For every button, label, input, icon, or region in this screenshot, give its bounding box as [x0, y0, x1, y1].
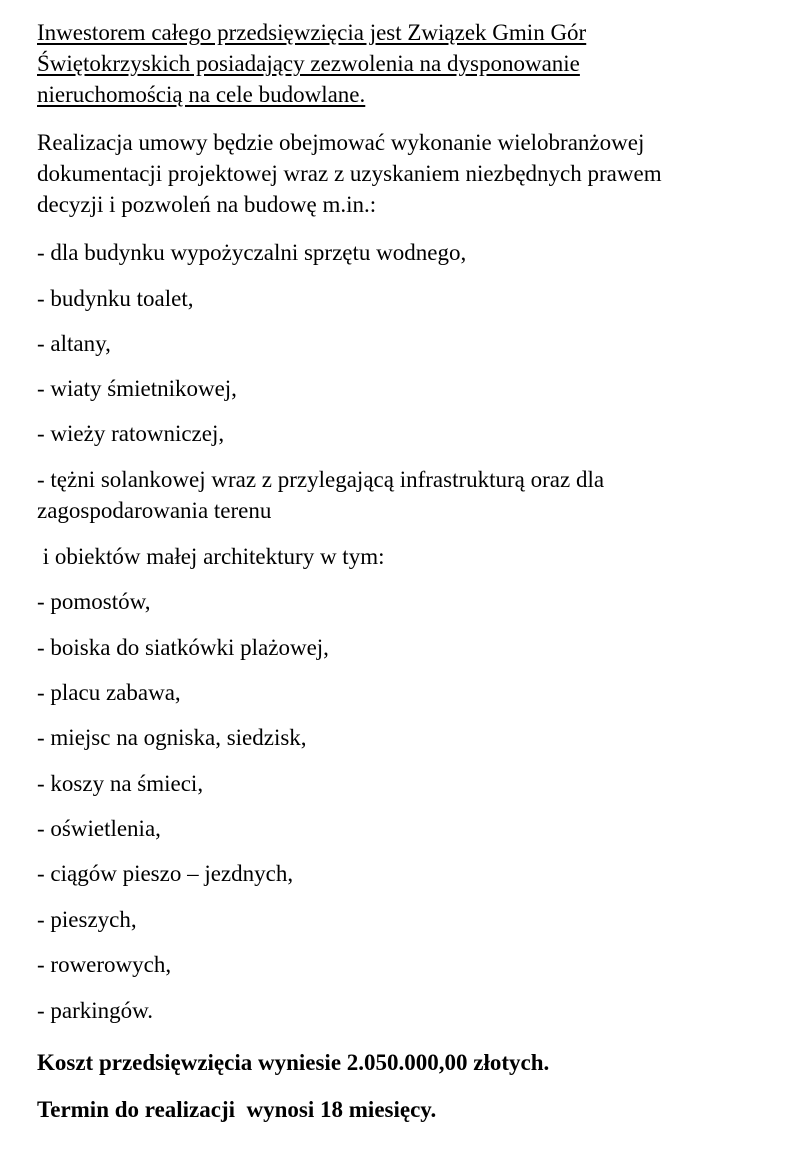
scope-paragraph: [37, 127, 787, 220]
scope-line: decyzji i pozwoleń na budowę m.in.:: [37, 192, 377, 217]
list-item: - wieży ratowniczej,: [37, 421, 225, 446]
scope-line: Realizacja umowy będzie obejmować wykonanie wielobranżowej: [37, 130, 645, 155]
list-item: - miejsc na ogniska, siedzisk,: [37, 725, 307, 750]
small-architecture-intro: i obiektów małej architektury w tym:: [37, 544, 385, 569]
list-item: - pieszych,: [37, 907, 137, 932]
list-item-line: zagospodarowania terenu: [37, 498, 272, 523]
list-item: - koszy na śmieci,: [37, 771, 204, 796]
scope-line: dokumentacji projektowej wraz z uzyskaniem niezbędnych prawem: [37, 161, 662, 186]
graduation-tower-item: [37, 464, 787, 526]
deadline-statement: Termin do realizacji wynosi 18 miesięcy.: [37, 1097, 437, 1122]
intro-line: nieruchomością na cele budowlane.: [37, 82, 366, 107]
list-item: - ciągów pieszo – jezdnych,: [37, 861, 294, 886]
list-item: - altany,: [37, 331, 111, 356]
list-item: - wiaty śmietnikowej,: [37, 376, 237, 401]
intro-line: Świętokrzyskich posiadający zezwolenia na dysponowanie: [37, 51, 580, 76]
list-item: - dla budynku wypożyczalni sprzętu wodnego,: [37, 240, 467, 265]
list-item-line: - tężni solankowej wraz z przylegającą infrastrukturą oraz dla: [37, 467, 605, 492]
list-item: - placu zabawa,: [37, 680, 181, 705]
list-item: - pomostów,: [37, 589, 151, 614]
intro-paragraph: [37, 17, 787, 110]
intro-line: Inwestorem całego przedsięwzięcia jest Związek Gmin Gór: [37, 20, 587, 45]
list-item: - boiska do siatkówki plażowej,: [37, 635, 329, 660]
list-item: - rowerowych,: [37, 952, 172, 977]
cost-statement: Koszt przedsięwzięcia wyniesie 2.050.000,00 złotych.: [37, 1050, 550, 1075]
list-item: - oświetlenia,: [37, 816, 161, 841]
list-item: - parkingów.: [37, 998, 154, 1023]
list-item: - budynku toalet,: [37, 286, 194, 311]
